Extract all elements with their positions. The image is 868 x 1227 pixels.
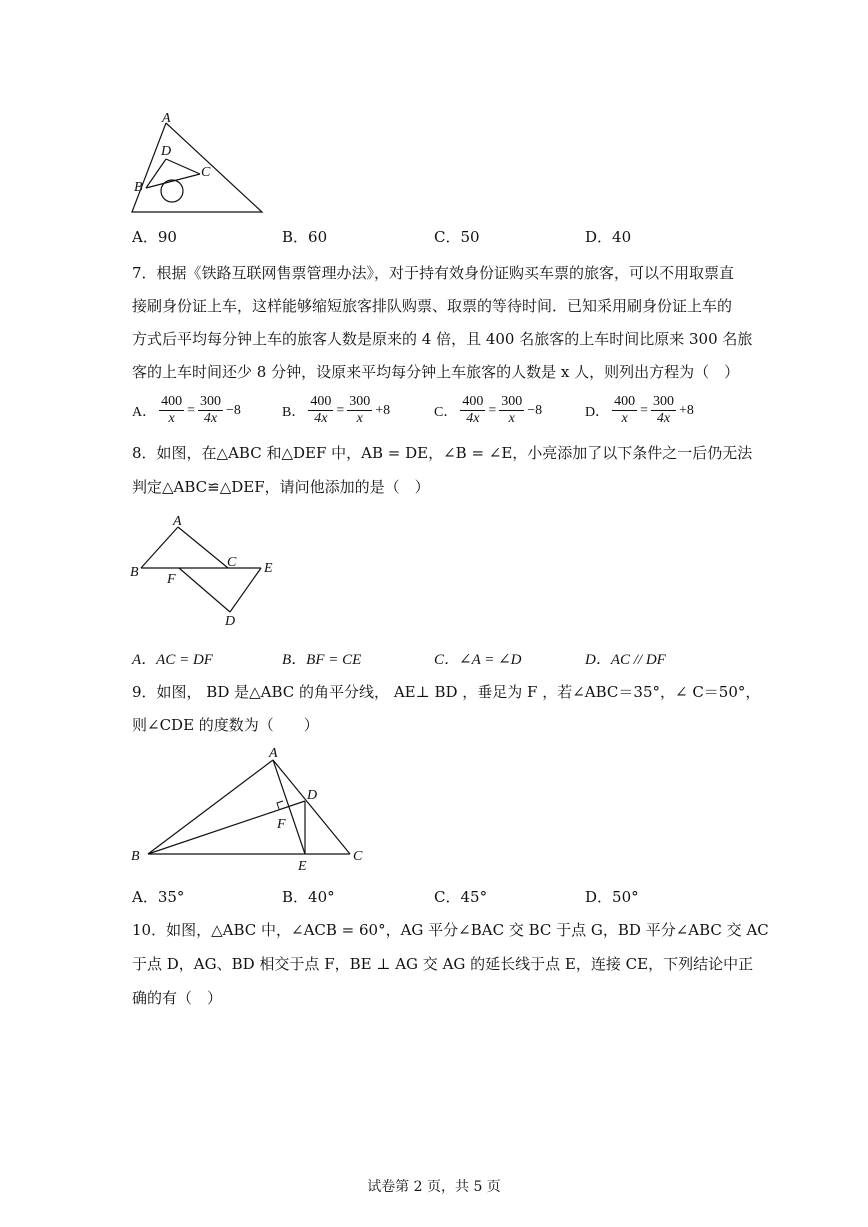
q6-label: D: [161, 144, 172, 159]
numerator: 400: [310, 394, 332, 409]
q8-label: E: [264, 561, 273, 576]
q8-label: C: [227, 555, 237, 570]
numerator: 300: [349, 394, 371, 409]
denominator: x: [508, 411, 515, 426]
option-c: C．∠A = ∠D: [434, 652, 522, 668]
option-b: B．40°: [282, 888, 335, 906]
q7-text: 客的上车时间还少 8 分钟，设原来平均每分钟上车旅客的人数是 x 人，则列出方程为（ ）: [132, 363, 740, 381]
denominator: x: [168, 411, 175, 426]
q8-options: [132, 648, 752, 670]
option-b: [282, 394, 390, 427]
q8-label: F: [167, 572, 176, 587]
option-c: C．50: [434, 228, 480, 246]
denominator: x: [621, 411, 628, 426]
equals-sign: =: [336, 402, 345, 418]
fraction: [499, 394, 524, 427]
denominator: 4x: [203, 411, 218, 426]
q8-label: A: [173, 514, 182, 529]
fraction: [198, 394, 223, 427]
q8-label: B: [130, 565, 139, 580]
q10-text: 10．如图，△ABC 中，∠ACB = 60°，AG 平分∠BAC 交 BC 于点 G，BD 平分∠ABC 交 AC: [132, 921, 769, 939]
q9-text: 则∠CDE 的度数为（ ）: [132, 716, 319, 734]
denominator: 4x: [656, 411, 671, 426]
q9-label: B: [131, 849, 140, 864]
fraction: [460, 394, 485, 427]
q10-text: 确的有（ ）: [132, 989, 223, 1007]
option-tail: +8: [375, 402, 391, 418]
q7-text: 接刷身份证上车，这样能够缩短旅客排队购票、取票的等待时间．已知采用刷身份证上车的: [132, 297, 733, 315]
option-tail: −8: [226, 402, 241, 418]
numerator: 300: [501, 394, 523, 409]
numerator: 300: [653, 394, 675, 409]
fraction: [308, 394, 333, 427]
denominator: x: [356, 411, 363, 426]
q8-text: 8．如图，在△ABC 和△DEF 中，AB = DE，∠B = ∠E，小亮添加了以下条件之一后仍无法: [132, 444, 753, 462]
option-a: A．90: [132, 228, 177, 246]
numerator: 300: [200, 394, 222, 409]
numerator: 400: [462, 394, 484, 409]
q6-label: B: [134, 180, 143, 195]
option-letter: A．: [132, 404, 157, 420]
option-d: D．50°: [585, 888, 639, 906]
q8-label: D: [225, 614, 236, 629]
page-footer: 试卷第 2 页，共 5 页: [367, 1179, 501, 1195]
q9-label: A: [269, 746, 278, 761]
option-a: A．AC = DF: [132, 652, 213, 668]
q8-figure: [126, 510, 286, 630]
option-a: [132, 394, 241, 427]
option-letter: C．: [434, 404, 458, 420]
numerator: 400: [614, 394, 636, 409]
fraction: [612, 394, 637, 427]
equals-sign: =: [488, 402, 497, 418]
q9-text: 9．如图， BD 是△ABC 的角平分线， AE⊥ BD ，垂足为 F ，若∠ABC＝35°，∠ C＝50°，: [132, 683, 761, 701]
q6-options: [132, 226, 752, 248]
equals-sign: =: [640, 402, 649, 418]
option-letter: D．: [585, 404, 610, 420]
q9-options: [132, 886, 752, 908]
option-letter: B．: [282, 404, 306, 420]
equals-sign: =: [187, 402, 196, 418]
fraction: [347, 394, 372, 427]
option-tail: −8: [527, 402, 543, 418]
option-b: B．BF = CE: [282, 652, 362, 668]
option-c: [434, 394, 542, 427]
option-b: B．60: [282, 228, 328, 246]
option-c: C．45°: [434, 888, 488, 906]
numerator: 400: [161, 394, 183, 409]
q8-text: 判定△ABC≌△DEF，请问他添加的是（ ）: [132, 478, 430, 496]
denominator: 4x: [314, 411, 328, 426]
q6-label: A: [162, 111, 171, 126]
q7-text: 方式后平均每分钟上车的旅客人数是原来的 4 倍，且 400 名旅客的上车时间比原来 300 名旅: [132, 330, 753, 348]
option-d: [585, 394, 694, 427]
denominator: 4x: [466, 411, 480, 426]
q6-figure: [126, 108, 271, 218]
q9-label: E: [298, 859, 307, 874]
q6-label: C: [201, 165, 211, 180]
option-d: D．AC // DF: [585, 652, 666, 668]
option-d: D．40: [585, 228, 632, 246]
q9-label: D: [307, 788, 318, 803]
fraction: [651, 394, 676, 427]
option-a: A．35°: [132, 888, 185, 906]
q10-text: 于点 D，AG、BD 相交于点 F，BE ⊥ AG 交 AG 的延长线于点 E，连接 CE，下列结论中正: [132, 955, 754, 973]
q9-figure: [126, 742, 376, 877]
q9-label: C: [353, 849, 363, 864]
q7-options: [132, 394, 752, 432]
q9-label: F: [277, 817, 286, 832]
fraction: [159, 394, 184, 427]
q7-text: 7．根据《铁路互联网售票管理办法》，对于持有效身份证购买车票的旅客，可以不用取票直: [132, 264, 735, 282]
option-tail: +8: [679, 402, 694, 418]
